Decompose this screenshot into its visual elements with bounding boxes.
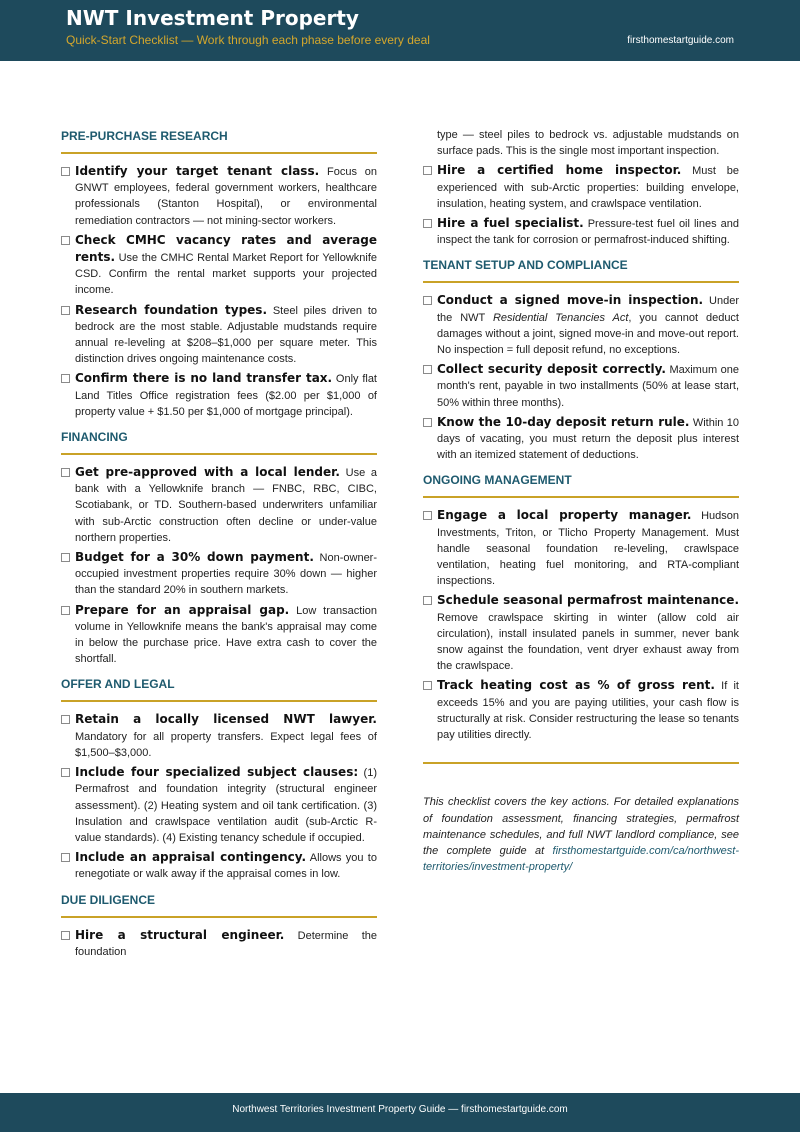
- section-divider: [61, 700, 377, 702]
- checklist-item: [61, 711, 377, 761]
- section-due-diligence-continued: [423, 127, 739, 248]
- section-due-diligence: [61, 891, 377, 960]
- checklist-item: [423, 292, 739, 358]
- checklist-item: [61, 163, 377, 229]
- footer-text: Northwest Territories Investment Property Guide — firsthomestartguide.com: [232, 1104, 568, 1115]
- item-text: Use a bank with a Yellowknife branch — FNBC, RBC, CIBC, Scotiabank, or TD. Southern-based underwriters unfamiliar with sub-Arctic construction often decline or under-value northern properties.: [75, 467, 377, 544]
- checklist-item: [423, 215, 739, 248]
- item-title: Retain a locally licensed NWT lawyer.: [75, 712, 377, 727]
- section-pre-purchase: [61, 127, 377, 420]
- item-title: Engage a local property manager.: [437, 508, 692, 523]
- section-title: DUE DILIGENCE: [61, 892, 156, 907]
- checkbox-icon[interactable]: [423, 418, 432, 427]
- checklist-item: [61, 232, 377, 299]
- act-name: Residential Tenancies Act: [492, 311, 629, 324]
- checklist-item: [423, 592, 739, 674]
- section-title: TENANT SETUP AND COMPLIANCE: [423, 258, 628, 273]
- checkbox-icon[interactable]: [423, 219, 432, 228]
- checklist-item: [423, 507, 739, 589]
- item-title: Confirm there is no land transfer tax.: [75, 371, 333, 386]
- closing-note: [423, 794, 739, 875]
- checklist-item: [61, 927, 377, 960]
- item-title: Hire a structural engineer.: [75, 927, 285, 942]
- item-title: Collect security deposit correctly.: [437, 362, 666, 377]
- item-text: Low transaction volume in Yellowknife means the bank's appraisal may come in below the purchase price. Have extra cash to cover the shortfall.: [75, 604, 377, 666]
- item-text: Non-owner-occupied investment properties require 30% down — higher than the standard 20% in southern markets.: [75, 552, 378, 597]
- guide-link[interactable]: firsthomestartguide.com/ca/northwest-territories/investment-property/: [423, 844, 739, 874]
- checkbox-icon[interactable]: [61, 715, 70, 724]
- checkbox-icon[interactable]: [423, 596, 432, 605]
- checklist-item: [61, 549, 377, 599]
- item-title: Check CMHC vacancy rates and average rents.: [75, 232, 377, 265]
- item-title: Include an appraisal contingency.: [75, 850, 307, 865]
- item-title: Research foundation types.: [75, 302, 268, 317]
- checklist-item: [61, 764, 377, 846]
- item-text: Use the CMHC Rental Market Report for Yellowknife CSD. Confirm the rental market supports your projected income.: [75, 252, 377, 297]
- checklist-item: [423, 361, 739, 411]
- item-text: Focus on GNWT employees, federal government workers, healthcare professionals (Stanton Hospital), or environmental remediation contractors — not mining-sector workers.: [75, 166, 378, 227]
- item-title: Prepare for an appraisal gap.: [75, 602, 290, 617]
- checklist-item: [61, 849, 377, 882]
- item-text: Mandatory for all property transfers. Expect legal fees of $1,500–$3,000.: [75, 730, 377, 759]
- item-title: Get pre-approved with a local lender.: [75, 465, 340, 480]
- item-title: Include four specialized subject clauses:: [75, 765, 359, 780]
- item-text: Pressure-test fuel oil lines and inspect the tank for corrosion or permafrost-induced shifting.: [437, 218, 739, 247]
- page-title: NWT Investment Property: [66, 6, 359, 30]
- item-title: Identify your target tenant class.: [75, 164, 320, 178]
- item-text-continuation: type — steel piles to bedrock vs. adjustable mudstands on surface pads. This is the single most important inspection.: [437, 129, 739, 158]
- section-title: FINANCING: [61, 430, 128, 445]
- page-subtitle: Quick-Start Checklist — Work through each phase before every deal: [66, 33, 430, 47]
- item-title: Know the 10-day deposit return rule.: [437, 414, 690, 429]
- section-title: OFFER AND LEGAL: [61, 677, 175, 692]
- item-text: If it exceeds 15% and you are paying utilities, your cash flow is structurally at risk. Consider restructuring the lease so tenants pay utilities directly.: [437, 680, 739, 742]
- checklist-item: [61, 302, 377, 368]
- checkbox-icon[interactable]: [423, 365, 432, 374]
- checklist-item: [61, 602, 377, 668]
- checkbox-icon[interactable]: [61, 306, 70, 315]
- checkbox-icon[interactable]: [423, 681, 432, 690]
- section-divider: [61, 152, 377, 154]
- section-offer-legal: [61, 675, 377, 882]
- item-title: Schedule seasonal permafrost maintenance.: [437, 593, 739, 608]
- item-title: Budget for a 30% down payment.: [75, 550, 314, 565]
- page-footer: [0, 1093, 800, 1132]
- checkbox-icon[interactable]: [423, 296, 432, 305]
- right-column: [423, 127, 739, 875]
- checkbox-icon[interactable]: [423, 166, 432, 175]
- section-divider: [61, 453, 377, 455]
- checkbox-icon[interactable]: [61, 768, 70, 777]
- checkbox-icon[interactable]: [61, 374, 70, 383]
- section-financing: [61, 428, 377, 667]
- checklist-item: [423, 162, 739, 212]
- checkbox-icon[interactable]: [61, 468, 70, 477]
- checkbox-icon[interactable]: [61, 167, 70, 176]
- checkbox-icon[interactable]: [61, 236, 70, 245]
- section-divider: [423, 281, 739, 283]
- checklist-item: [61, 370, 377, 420]
- item-text: Maximum one month's rent, payable in two installments (50% at lease start, 50% within three months).: [437, 364, 739, 409]
- checkbox-icon[interactable]: [61, 606, 70, 615]
- closing-text: This checklist covers the key actions. For detailed explanations of foundation assessment, financing strategies, permafrost maintenance schedules, and full NWT landlord compliance, see the complete guide at: [423, 796, 739, 857]
- item-text: Determine the foundation: [75, 929, 377, 958]
- checkbox-icon[interactable]: [423, 511, 432, 520]
- item-text: Steel piles driven to bedrock are the most stable. Adjustable mudstands require annual re-leveling at $208–$1,000 per square meter. This distinction drives ongoing maintenance costs.: [75, 304, 377, 366]
- item-text: (1) Permafrost and foundation integrity (structural engineer assessment). (2) Heating system and oil tank certification. (3) Insulation and crawlspace ventilation audit (sub-Arctic R-value standards). (4) Existing tenancy schedule if occupied.: [75, 767, 377, 844]
- item-title: Hire a fuel specialist.: [437, 216, 584, 231]
- section-title: PRE-PURCHASE RESEARCH: [61, 129, 228, 143]
- checklist-item: [61, 464, 377, 546]
- header-site-url[interactable]: firsthomestartguide.com: [627, 35, 734, 46]
- item-text: Remove crawlspace skirting in winter (allow cold air circulation), install insulated panels in summer, never bank snow against the foundation, vent dryer exhaust away from the crawlspace.: [437, 611, 739, 673]
- item-text: Must be experienced with sub-Arctic properties: building envelope, insulation, heating system, and crawlspace ventilation.: [437, 165, 739, 210]
- section-tenant-setup: [423, 256, 739, 463]
- checkbox-icon[interactable]: [61, 931, 70, 940]
- item-text: Within 10 days of vacating, you must return the deposit plus interest with an itemized statement of deductions.: [437, 416, 740, 462]
- item-text: Hudson Investments, Triton, or Tlicho Property Management. Must handle seasonal foundation re-leveling, crawlspace ventilation, heating fuel monitoring, and RTA-compliant inspections.: [437, 510, 739, 588]
- checklist-item: [423, 414, 739, 464]
- checkbox-icon[interactable]: [61, 553, 70, 562]
- section-divider: [61, 916, 377, 918]
- section-title: ONGOING MANAGEMENT: [423, 473, 572, 488]
- item-title: Hire a certified home inspector.: [437, 163, 682, 178]
- item-text: Only flat Land Titles Office registration fees ($2.00 per $1,000 of property value + $1.50 per $1,000 of mortgage principal).: [75, 373, 377, 418]
- closing-divider: [423, 762, 739, 764]
- left-column: [61, 127, 377, 968]
- item-text: Allows you to renegotiate or walk away if the appraisal comes in low.: [75, 852, 377, 881]
- section-divider: [423, 496, 739, 498]
- item-text-part: Under the NWT: [437, 295, 739, 324]
- section-ongoing-management: [423, 471, 739, 743]
- item-title: Conduct a signed move-in inspection.: [437, 293, 704, 308]
- checklist-item: [423, 677, 739, 743]
- page-header: [0, 0, 800, 61]
- item-text-part: , you cannot deduct damages without a joint, signed move-in and move-out report. No inspection = full deposit refund, no exceptions.: [437, 311, 739, 357]
- item-title: Track heating cost as % of gross rent.: [437, 678, 715, 693]
- checkbox-icon[interactable]: [61, 853, 70, 862]
